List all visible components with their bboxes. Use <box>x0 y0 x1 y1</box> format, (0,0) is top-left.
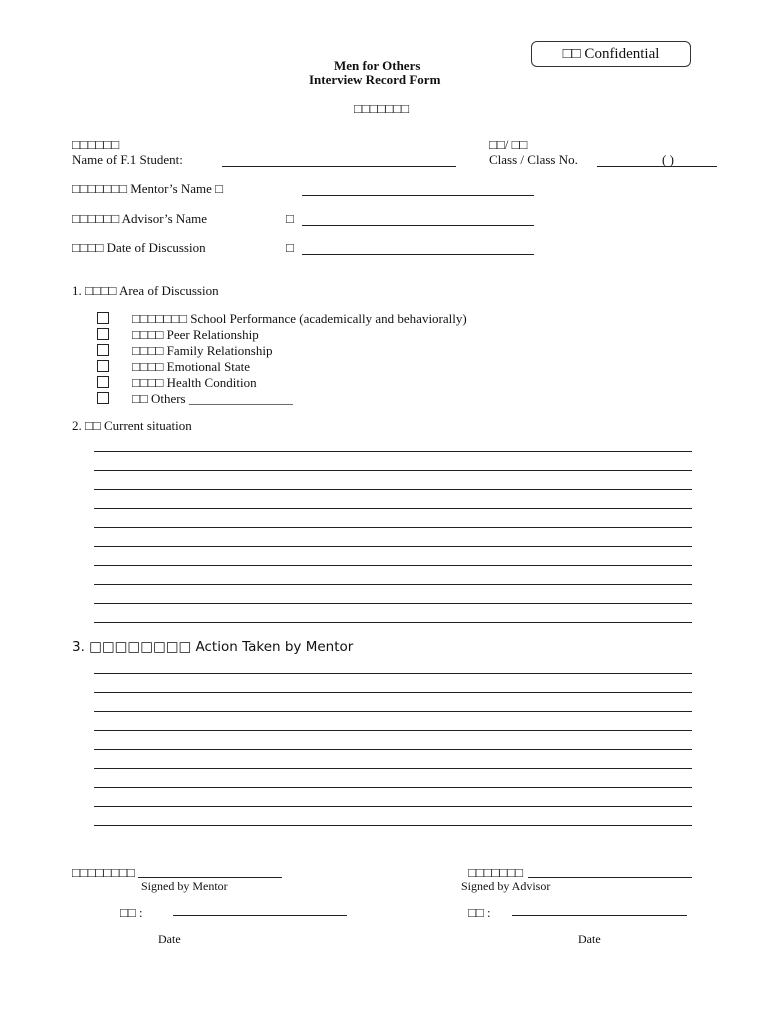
advisor-colon: □ <box>286 211 294 226</box>
checkbox-emotional-state[interactable] <box>97 360 109 372</box>
advisor-date-label: Date <box>578 932 601 946</box>
writing-line[interactable] <box>94 584 692 585</box>
option-peer-relationship: □□□□ Peer Relationship <box>132 327 259 342</box>
option-family-relationship: □□□□ Family Relationship <box>132 343 273 358</box>
advisor-date-field[interactable] <box>512 915 687 916</box>
checkbox-health-condition[interactable] <box>97 376 109 388</box>
mentor-date-chinese: □□ : <box>120 905 143 920</box>
checkbox-family-relationship[interactable] <box>97 344 109 356</box>
writing-line[interactable] <box>94 489 692 490</box>
advisor-name-label: □□□□□□ Advisor’s Name <box>72 211 207 226</box>
writing-line[interactable] <box>94 508 692 509</box>
writing-line[interactable] <box>94 565 692 566</box>
confidential-badge: □□ Confidential <box>531 41 691 67</box>
writing-line[interactable] <box>94 825 692 826</box>
date-colon: □ <box>286 240 294 255</box>
advisor-signature-label: Signed by Advisor <box>461 879 551 893</box>
section1-heading: 1. □□□□ Area of Discussion <box>72 283 219 298</box>
writing-line[interactable] <box>94 451 692 452</box>
checkbox-peer-relationship[interactable] <box>97 328 109 340</box>
class-no-field[interactable] <box>597 166 717 167</box>
advisor-signature-field[interactable] <box>528 877 692 878</box>
writing-line[interactable] <box>94 546 692 547</box>
mentor-signature-label: Signed by Mentor <box>141 879 228 893</box>
mentor-name-field[interactable] <box>302 195 534 196</box>
option-emotional-state: □□□□ Emotional State <box>132 359 251 374</box>
writing-line[interactable] <box>94 622 692 623</box>
section2-heading: 2. □□ Current situation <box>72 418 192 433</box>
writing-line[interactable] <box>94 603 692 604</box>
section3-heading: 3. □□□□□□□□ Action Taken by Mentor <box>72 639 354 655</box>
discussion-date-field[interactable] <box>302 254 534 255</box>
mentor-date-field[interactable] <box>173 915 347 916</box>
writing-line[interactable] <box>94 749 692 750</box>
writing-line[interactable] <box>94 730 692 731</box>
form-title: Men for Others <box>334 58 421 73</box>
class-label: Class / Class No. <box>489 152 578 167</box>
checkbox-school-performance[interactable] <box>97 312 109 324</box>
mentor-date-label: Date <box>158 932 181 946</box>
mentor-signature-field[interactable] <box>138 877 282 878</box>
class-label-chinese: □□/ □□ <box>489 137 528 152</box>
writing-line[interactable] <box>94 806 692 807</box>
writing-line[interactable] <box>94 527 692 528</box>
student-name-field[interactable] <box>222 166 456 167</box>
form-title-chinese: □□□□□□□ <box>354 101 409 116</box>
checkbox-others[interactable] <box>97 392 109 404</box>
discussion-date-label: □□□□ Date of Discussion <box>72 240 206 255</box>
mentor-name-label: □□□□□□□ Mentor’s Name □ <box>72 181 224 196</box>
writing-line[interactable] <box>94 787 692 788</box>
advisor-date-chinese: □□ : <box>468 905 491 920</box>
option-health-condition: □□□□ Health Condition <box>132 375 257 390</box>
mentor-signature-chinese: □□□□□□□□ <box>72 865 135 880</box>
option-others: □□ Others ________________ <box>132 391 293 406</box>
class-no-paren: ( ) <box>662 152 674 167</box>
student-name-label: Name of F.1 Student: <box>72 152 183 167</box>
writing-line[interactable] <box>94 673 692 674</box>
writing-line[interactable] <box>94 768 692 769</box>
option-school-performance: □□□□□□□ School Performance (academically and behaviorally) <box>132 311 467 326</box>
writing-line[interactable] <box>94 470 692 471</box>
student-label-chinese: □□□□□□ <box>72 137 120 152</box>
advisor-signature-chinese: □□□□□□□ <box>468 865 523 880</box>
advisor-name-field[interactable] <box>302 225 534 226</box>
writing-line[interactable] <box>94 711 692 712</box>
form-subtitle: Interview Record Form <box>309 72 441 87</box>
writing-line[interactable] <box>94 692 692 693</box>
